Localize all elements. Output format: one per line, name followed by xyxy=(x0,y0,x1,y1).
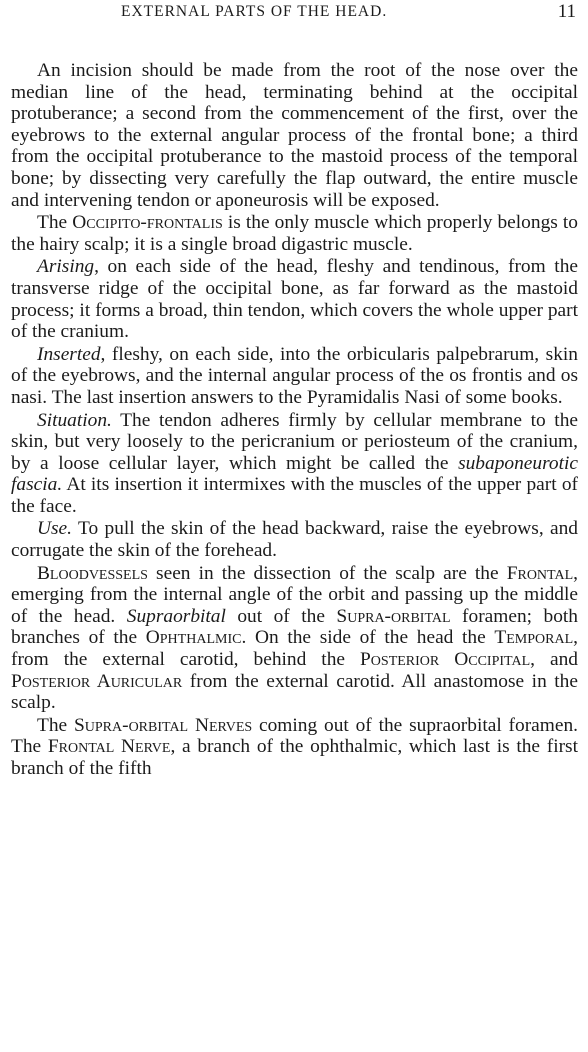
paragraph-incision xyxy=(11,60,578,211)
paragraph-inserted xyxy=(11,344,578,409)
bloodvessels-text-6: , from the external carotid, behind the xyxy=(11,627,579,671)
paragraph-arising xyxy=(11,256,578,342)
paragraph-nerves xyxy=(11,715,578,780)
use-text: To pull the skin of the head backward, raise the eyebrows, and corrugate the skin of the forehead. xyxy=(11,518,578,562)
ophthalmic-term: Ophthalmic xyxy=(145,627,242,649)
supra-orbital-nerves-term: Supra-orbital Nerves xyxy=(73,714,253,736)
temporal-term: Temporal xyxy=(494,627,574,649)
occipito-frontalis-term: Occipito-frontalis xyxy=(72,212,223,234)
bloodvessels-text-8: from the external carotid. All anastomose in the scalp. xyxy=(11,670,578,714)
subaponeurotic-fascia-term: subaponeurotic fascia. xyxy=(11,452,578,496)
bloodvessels-text-2: , emerging from the internal angle of the orbit and passing up the middle of the head. xyxy=(11,562,578,627)
posterior-auricular-term: Posterior Auricular xyxy=(11,670,183,692)
situation-text: The tendon adheres firmly by cellular membrane to the skin, but very loosely to the pericranium or periosteum of the cranium, by a loose cellular layer, which might be called the xyxy=(11,409,578,474)
supra-orbital-foramen-term: Supra-orbital xyxy=(336,605,451,627)
occipito-post: is the only muscle which properly belongs to the hairy scalp; it is a single broad digastric muscle. xyxy=(11,212,578,255)
posterior-occipital-term: Posterior Occipital xyxy=(360,649,531,671)
bloodvessels-text-5: . On the side of the head the xyxy=(241,627,495,649)
nerves-text-1: coming out of the supraorbital foramen. The xyxy=(11,714,578,758)
bloodvessels-text-4: foramen; both branches of the xyxy=(11,605,578,649)
nerves-text-0: The xyxy=(37,714,74,736)
arising-text: , on each side of the head, fleshy and tendinous, from the transverse ridge of the occipital bone, as far forward as the mastoid process; it forms a broad, thin tendon, which covers the whole upper part of the cranium. xyxy=(11,256,578,343)
occipito-pre: The xyxy=(37,212,73,234)
nerves-text-2: , a branch of the ophthalmic, which last is the first branch of the fifth xyxy=(11,736,578,779)
situation-tail: At its insertion it intermixes with the muscles of the upper part of the face. xyxy=(11,474,578,517)
paragraph-bloodvessels xyxy=(11,563,578,714)
use-lead: Use. xyxy=(37,518,73,540)
running-head xyxy=(11,0,578,32)
arising-lead: Arising xyxy=(37,256,95,278)
bloodvessels-text-3: out of the xyxy=(225,605,337,627)
frontal-nerve-term: Frontal Nerve xyxy=(47,736,171,758)
inserted-text: , fleshy, on each side, into the orbicularis palpebrarum, skin of the eyebrows, and the internal angular process of the os frontis and os nasi. The last insertion answers to the Pyramidalis Nasi of some books. xyxy=(11,343,578,408)
page-number: 11 xyxy=(557,1,576,22)
body-text xyxy=(11,60,578,780)
bloodvessels-text-1: seen in the dissection of the scalp are the xyxy=(147,562,507,584)
supraorbital-term: Supraorbital xyxy=(126,605,226,627)
incision-text: An incision should be made from the root of the nose over the median line of the head, terminating behind at the occipital protuberance; a second from the commencement of the first, over the eyebrows to the external angular process of the frontal bone; a third from the occipital protuberance to the mastoid process of the temporal bone; by dissecting very carefully the flap outward, the entire muscle and intervening tendon or aponeurosis will be exposed. xyxy=(11,60,578,211)
running-title: EXTERNAL PARTS OF THE HEAD. xyxy=(121,3,388,20)
paragraph-situation xyxy=(11,410,578,518)
bloodvessels-term: Bloodvessels xyxy=(37,562,148,584)
frontal-term: Frontal xyxy=(506,562,574,584)
paragraph-occipito-frontalis xyxy=(11,212,578,255)
paragraph-use xyxy=(11,518,578,561)
situation-lead: Situation. xyxy=(37,409,112,431)
bloodvessels-text-7: , and xyxy=(530,649,578,671)
inserted-lead: Inserted xyxy=(37,343,101,365)
